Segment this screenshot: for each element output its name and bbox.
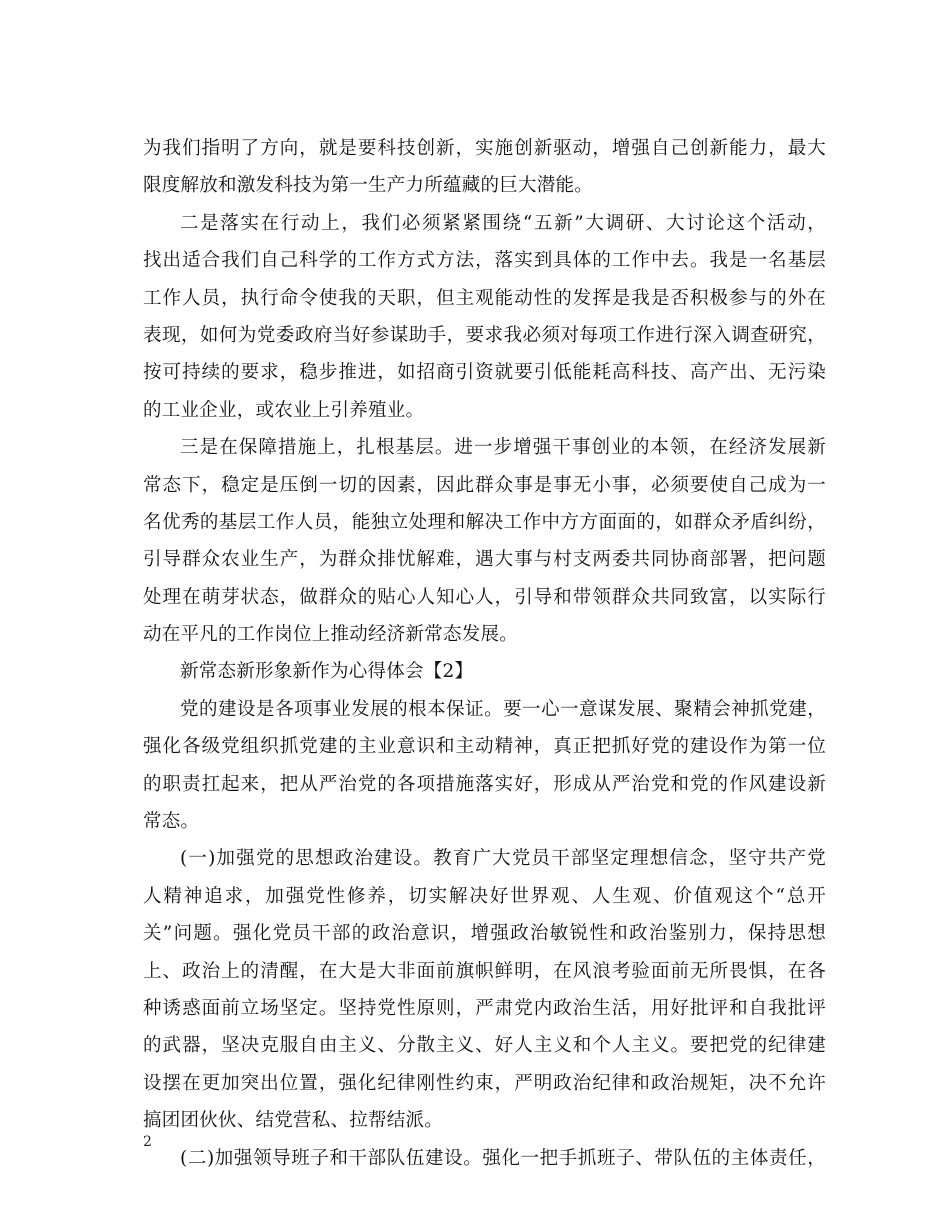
text-line: 的武器，坚决克服自由主义、分散主义、好人主义和个人主义。要把党的纪律建: [143, 1035, 826, 1057]
document-body: [143, 130, 826, 1177]
text-line: 处理在萌芽状态，做群众的贴心人知心人，引导和带领群众共同致富，以实际行: [143, 586, 826, 608]
text-line: 党的建设是各项事业发展的根本保证。要一心一意谋发展、聚精会神抓党建，: [180, 698, 826, 720]
text-line: 搞团团伙伙、结党营私、拉帮结派。: [143, 1110, 444, 1132]
text-line: 设摆在更加突出位置，强化纪律刚性约束，严明政治纪律和政治规矩，决不允许: [143, 1072, 826, 1094]
text-line: 限度解放和激发科技为第一生产力所蕴藏的巨大潜能。: [143, 175, 594, 197]
text-line: 强化各级党组织抓党建的主业意识和主动精神，真正把抓好党的建设作为第一位: [143, 736, 826, 758]
text-line: 关”问题。强化党员干部的政治意识，增强政治敏锐性和政治鉴别力，保持思想: [143, 923, 826, 945]
text-line: 三是在保障措施上，扎根基层。进一步增强干事创业的本领，在经济发展新: [180, 437, 826, 459]
text-line: 名优秀的基层工作人员，能独立处理和解决工作中方方面面的，如群众矛盾纠纷，: [143, 511, 826, 533]
page-number: 2: [143, 1134, 152, 1150]
text-line: 按可持续的要求，稳步推进，如招商引资就要引低能耗高科技、高产出、无污染: [143, 362, 826, 384]
text-line: 的工业企业，或农业上引养殖业。: [143, 399, 425, 421]
text-line: 表现，如何为党委政府当好参谋助手，要求我必须对每项工作进行深入调查研究，: [143, 324, 826, 346]
text-line: (二)加强领导班子和干部队伍建设。强化一把手抓班子、带队伍的主体责任，: [180, 1147, 826, 1169]
text-line: 引导群众农业生产，为群众排忧解难，遇大事与村支两委共同协商部署，把问题: [143, 549, 826, 571]
text-line: 常态。: [143, 811, 200, 833]
text-line: 上、政治上的清醒，在大是大非面前旗帜鲜明，在风浪考验面前无所畏惧，在各: [143, 960, 826, 982]
text-line: 工作人员，执行命令使我的天职，但主观能动性的发挥是我是否积极参与的外在: [143, 287, 826, 309]
text-line: 动在平凡的工作岗位上推动经济新常态发展。: [143, 624, 519, 646]
text-line: 二是落实在行动上，我们必须紧紧围绕“五新”大调研、大讨论这个活动，: [180, 212, 826, 234]
section-heading: 新常态新形象新作为心得体会【2】: [180, 661, 474, 683]
text-line: (一)加强党的思想政治建设。教育广大党员干部坚定理想信念，坚守共产党: [180, 848, 826, 870]
text-line: 人精神追求，加强党性修养，切实解决好世界观、人生观、价值观这个“总开: [143, 885, 826, 907]
text-line: 种诱惑面前立场坚定。坚持党性原则，严肃党内政治生活，用好批评和自我批评: [143, 997, 826, 1019]
text-line: 常态下，稳定是压倒一切的因素，因此群众事是事无小事，必须要使自己成为一: [143, 474, 826, 496]
text-line: 找出适合我们自己科学的工作方式方法，落实到具体的工作中去。我是一名基层: [143, 250, 826, 272]
text-line: 的职责扛起来，把从严治党的各项措施落实好，形成从严治党和党的作风建设新: [143, 773, 826, 795]
text-line: 为我们指明了方向，就是要科技创新，实施创新驱动，增强自己创新能力，最大: [143, 138, 826, 159]
